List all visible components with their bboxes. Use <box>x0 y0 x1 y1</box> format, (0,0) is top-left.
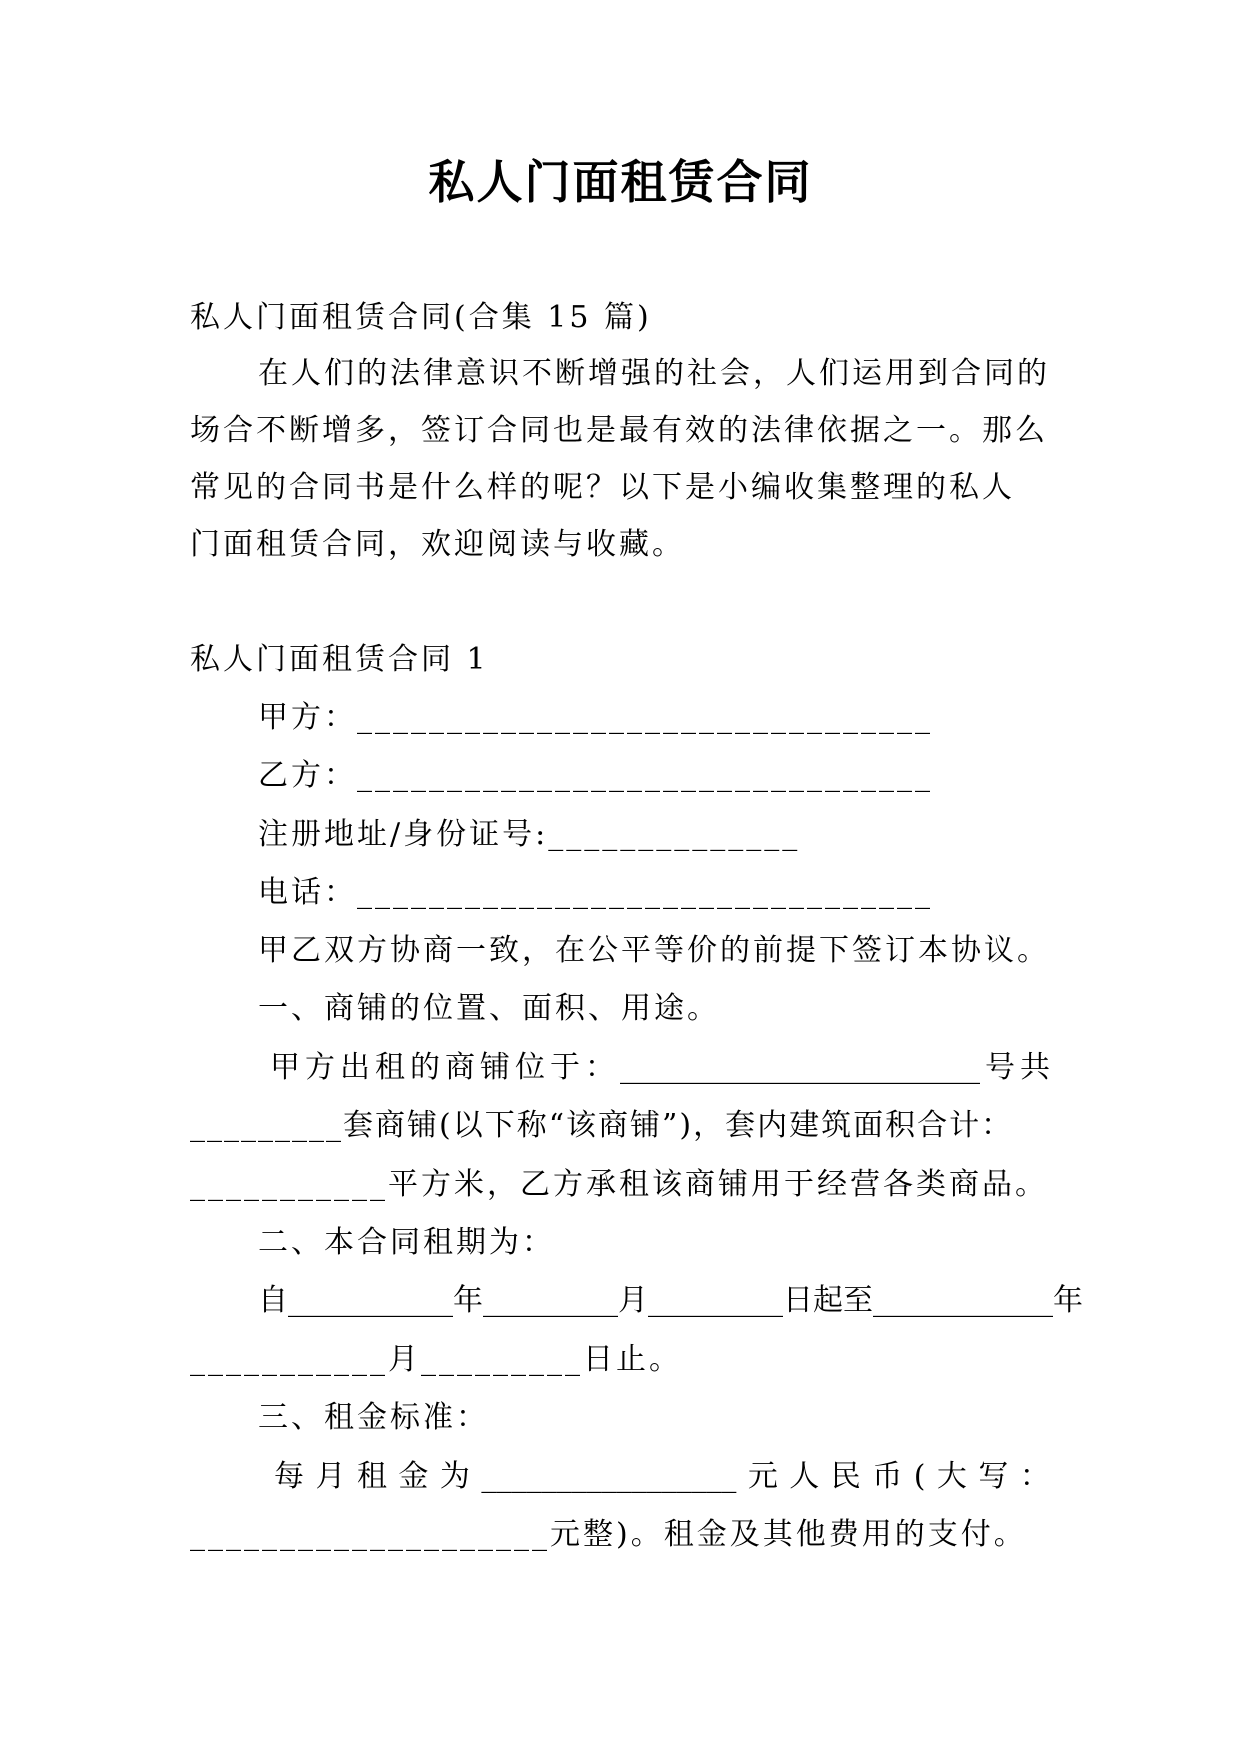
section-heading: 私人门面租赁合同 1 <box>190 642 489 677</box>
intro-line-3: 常见的合同书是什么样的呢？以下是小编收集整理的私人 <box>190 470 1015 505</box>
clause1-heading: 一、商铺的位置、面积、用途。 <box>258 991 720 1026</box>
clause1-line-3: ___________平方米，乙方承租该商铺用于经营各类商品。 <box>190 1167 1048 1202</box>
intro-line-1: 在人们的法律意识不断增强的社会，人们运用到合同的 <box>258 356 1050 391</box>
intro-line-4: 门面租赁合同，欢迎阅读与收藏。 <box>190 527 685 562</box>
clause2-line-2: ___________月_________日止。 <box>190 1342 682 1377</box>
registration-field: 注册地址/身份证号:______________ <box>258 817 801 852</box>
clause1-line-1: 甲 方 出 租 的 商 铺 位 于 ： ________________________ 号 共 <box>270 1050 1050 1085</box>
agreement-statement: 甲乙双方协商一致，在公平等价的前提下签订本协议。 <box>258 933 1050 968</box>
party-a-field: 甲方：________________________________ <box>258 700 933 735</box>
clause3-line-2: ____________________元整)。租金及其他费用的支付。 <box>190 1517 1027 1552</box>
document-subtitle: 私人门面租赁合同(合集 15 篇) <box>190 300 652 335</box>
clause2-line-1: 自 ___________ 年 _________ 月 _________ 日 起 至 ____________ 年 <box>258 1283 1083 1318</box>
clause1-line-2: _________套商铺(以下称“该商铺”)，套内建筑面积合计： <box>190 1108 1014 1143</box>
document-title: 私人门面租赁合同 <box>428 155 813 209</box>
clause3-line-1: 每 月 租 金 为 _________________ 元 人 民 币 ( 大 写 ： <box>274 1459 1050 1494</box>
phone-field: 电话：________________________________ <box>258 875 933 910</box>
clause3-heading: 三、租金标准： <box>258 1400 489 1435</box>
clause2-heading: 二、本合同租期为： <box>258 1225 555 1260</box>
intro-line-2: 场合不断增多，签订合同也是最有效的法律依据之一。那么 <box>190 413 1048 448</box>
party-b-field: 乙方：________________________________ <box>258 758 933 793</box>
